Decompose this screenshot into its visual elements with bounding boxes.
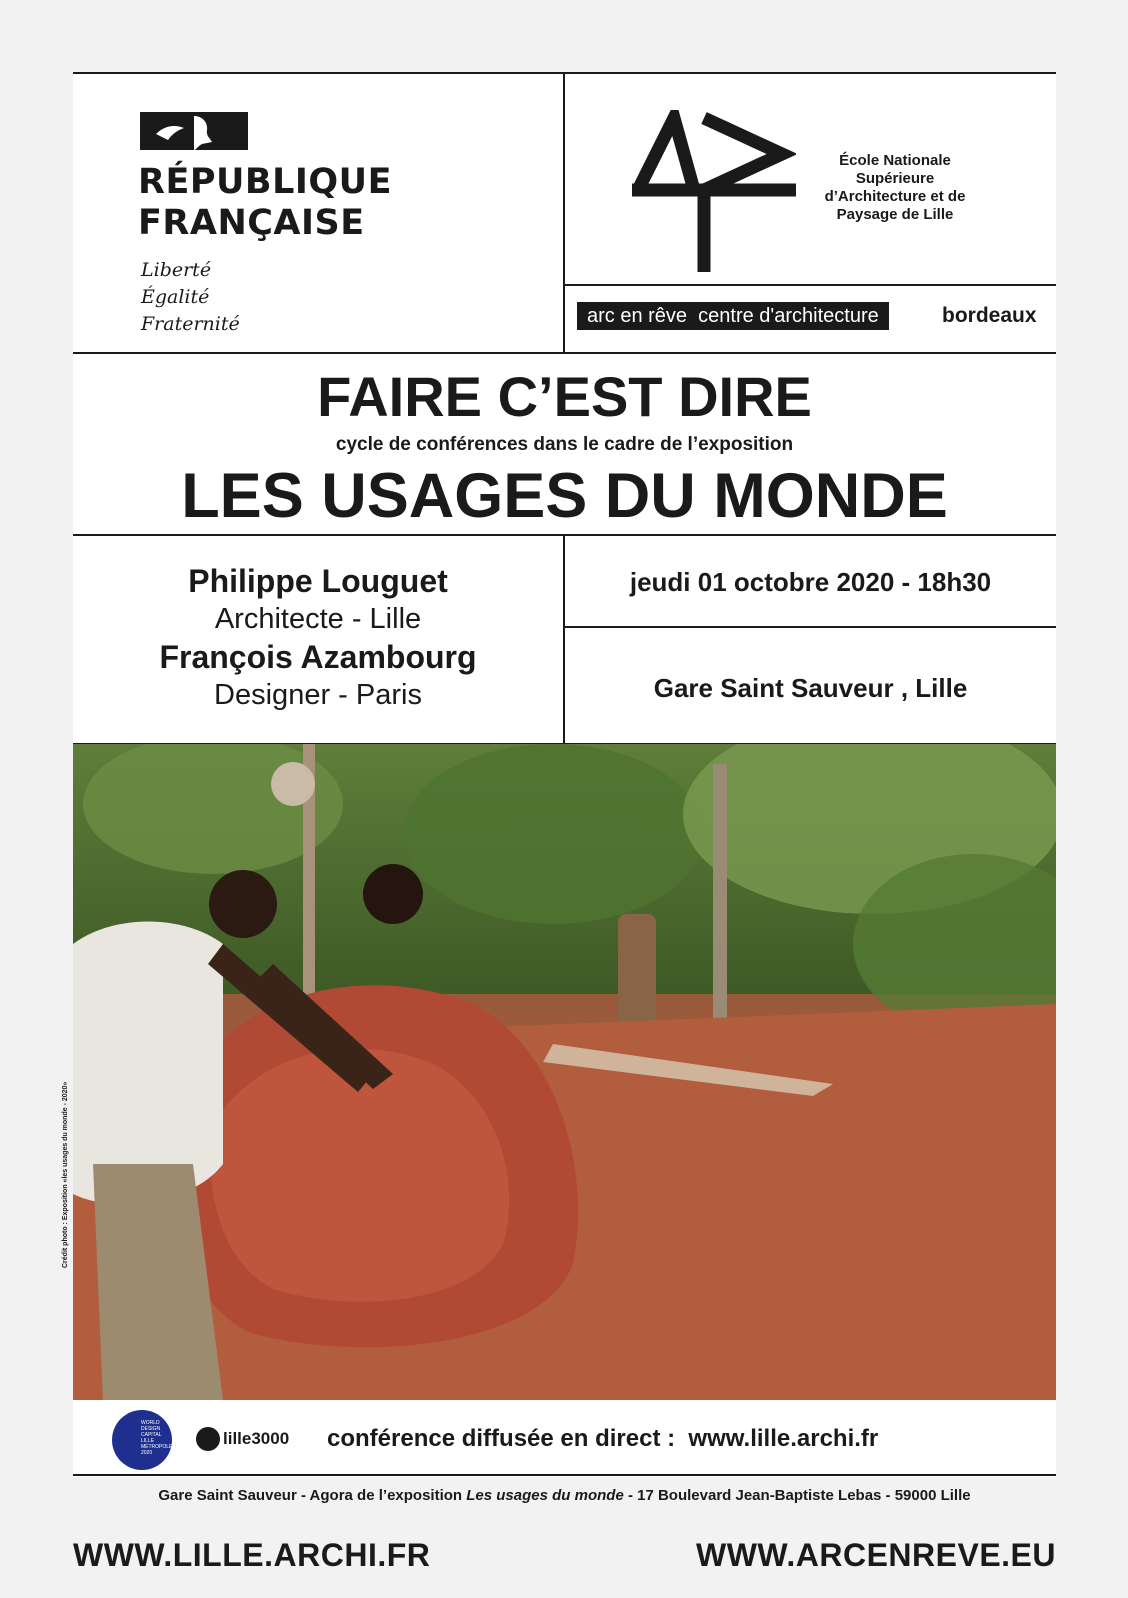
divider-header-vertical [563, 72, 565, 354]
event-date: jeudi 01 octobre 2020 - 18h30 [629, 567, 992, 597]
exhibition-title: LES USAGES DU MONDE [181, 461, 948, 531]
republique-francaise-title: RÉPUBLIQUE FRANÇAISE [138, 162, 393, 243]
event-photo [73, 744, 1056, 1400]
arc-en-reve-badge: arc en rêve centre d'architecture [577, 302, 889, 330]
speaker-name: Philippe Louguet [188, 563, 448, 599]
event-subtitle: cycle de conférences dans le cadre de l’exposition [335, 434, 794, 455]
divider-header-bottom [73, 352, 1056, 354]
speaker-role: Designer - Paris [214, 679, 422, 711]
divider-date-place [563, 626, 1056, 628]
lille3000-logo [196, 1425, 289, 1453]
event-title: FAIRE C’EST DIRE [317, 365, 812, 428]
lille3000-icon [196, 1427, 220, 1451]
arc-en-reve-city: bordeaux [942, 304, 1037, 327]
school-name: École Nationale Supérieure d’Architecture et de Paysage de Lille [824, 152, 966, 223]
divider-partners-bottom [73, 1474, 1056, 1476]
speakers-block [73, 562, 563, 714]
venue-address [73, 1485, 1056, 1507]
divider-school-arc [563, 284, 1056, 286]
world-design-capital-text: WORLD DESIGN CAPITAL LILLE MÉTROPOLE 2020 [141, 1420, 173, 1456]
photo-credit: Crédit photo : Exposition «les usages du monde - 2020» [62, 1081, 69, 1268]
event-place: Gare Saint Sauveur , Lille [653, 673, 968, 703]
ensap-lille-logo-icon [632, 110, 796, 272]
lille-archi-url[interactable]: WWW.LILLE.ARCHI.FR [73, 1537, 431, 1573]
address-part: Gare Saint Sauveur - Agora de l’exposition [158, 1487, 467, 1504]
speaker-name: François Azambourg [159, 639, 477, 675]
live-broadcast-text: conférence diffusée en direct : www.lille.archi.fr [327, 1425, 879, 1452]
address-exhibition: Les usages du monde [466, 1487, 624, 1504]
marianne-logo-icon [140, 112, 248, 150]
speaker-role: Architecte - Lille [214, 603, 422, 635]
address-part: - 17 Boulevard Jean-Baptiste Lebas - 59000 Lille [623, 1487, 971, 1504]
arcenreve-url[interactable]: WWW.ARCENREVE.EU [696, 1537, 1056, 1573]
republique-motto: Liberté Égalité Fraternité [141, 259, 240, 335]
lille3000-label: lille3000 [223, 1429, 290, 1448]
